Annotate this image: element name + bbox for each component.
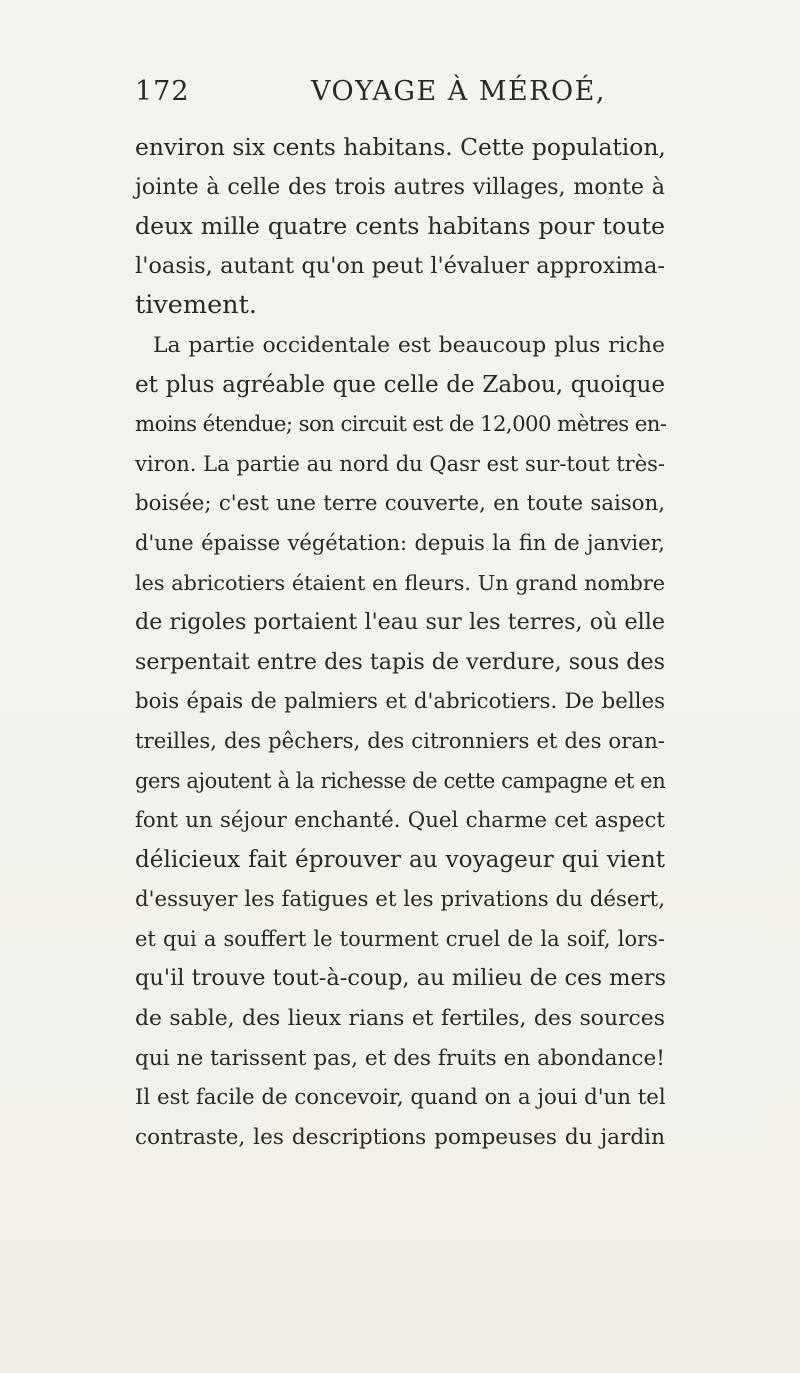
text-line: et plus agréable que celle de Zabou, quoique [135, 371, 665, 398]
body-text [135, 128, 665, 1157]
text-line: les abricotiers étaient en fleurs. Un grand nombre [135, 570, 665, 595]
text-line: font un séjour enchanté. Quel charme cet aspect [135, 808, 665, 834]
text-line: serpentait entre des tapis de verdure, sous des [135, 648, 665, 675]
text-line: contraste, les descriptions pompeuses du jardin [135, 1124, 665, 1150]
text-line: moins étendue; son circuit est de 12,000 mètres en- [135, 412, 667, 438]
text-line: Il est facile de concevoir, quand on a joui d'un tel [135, 1085, 666, 1111]
text-line: deux mille quatre cents habitans pour toute [135, 212, 665, 241]
text-line: de sable, des lieux rians et fertiles, des sources [135, 1006, 665, 1032]
text-line: jointe à celle des trois autres villages, monte à [135, 173, 665, 200]
text-line: gers ajoutent à la richesse de cette campagne et en [135, 768, 666, 793]
text-line: qu'il trouve tout-à-coup, au milieu de ces mers [135, 965, 667, 992]
page-number: 172 [135, 76, 190, 107]
text-line: l'oasis, autant qu'on peut l'évaluer approxima- [135, 252, 665, 279]
text-line: tivement. [135, 290, 257, 321]
text-line: boisée; c'est une terre couverte, en toute saison, [135, 491, 665, 517]
text-line: délicieux fait éprouver au voyageur qui vient [135, 846, 665, 873]
running-head [135, 76, 665, 116]
text-line: de rigoles portaient l'eau sur les terres, où elle [135, 609, 665, 636]
text-line: qui ne tarissent pas, et des fruits en abondance! [135, 1045, 665, 1071]
text-line: et qui a souffert le tourment cruel de la soif, lors- [135, 926, 665, 951]
text-line: environ six cents habitans. Cette population, [135, 133, 666, 161]
text-line: viron. La partie au nord du Qasr est sur-tout très- [135, 451, 665, 476]
text-line: treilles, des pêchers, des citronniers et des oran- [135, 728, 665, 754]
text-line: d'une épaisse végétation: depuis la fin de janvier, [135, 530, 665, 555]
text-line: bois épais de palmiers et d'abricotiers. De belles [135, 689, 665, 715]
text-line: La partie occidentale est beaucoup plus riche [153, 332, 665, 358]
text-line: d'essuyer les fatigues et les privations du désert, [135, 887, 665, 913]
running-title: VOYAGE À MÉROÉ, [311, 76, 606, 107]
